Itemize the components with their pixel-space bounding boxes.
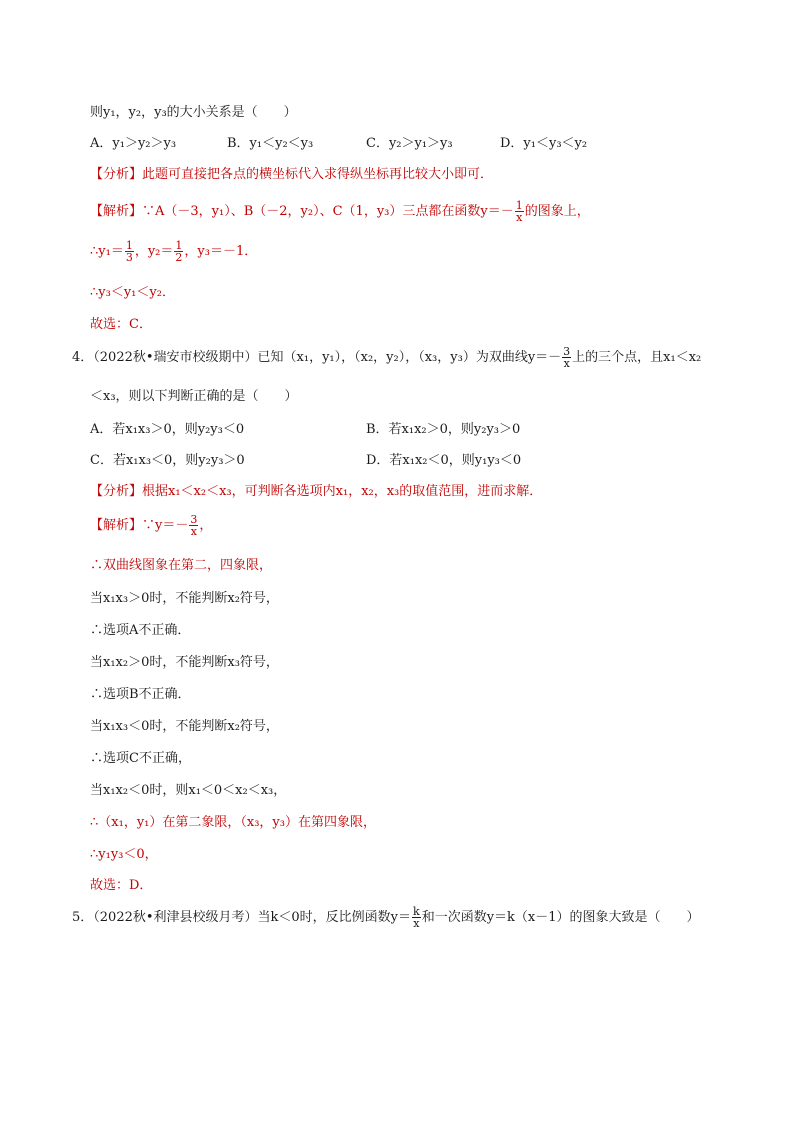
q4-option-a: A．若x₁x₃＞0，则y₂y₃＜0: [90, 422, 245, 437]
q3-analysis: [90, 166, 493, 184]
q4-stem-line1: [72, 346, 701, 370]
q3-option-b: B．y₁＜y₂＜y₃: [227, 136, 314, 151]
q3-intro: 则y₁，y₂，y₃的大小关系是（ ）: [90, 105, 297, 120]
q4-step-2: 当x₁x₃＞0时，不能判断x₂符号，: [90, 591, 279, 606]
q3-solution-line2: [90, 240, 257, 264]
q3-option-c: C．y₂＞y₁＞y₃: [366, 136, 453, 151]
q4-analysis: [90, 483, 542, 501]
q3-answer: 故选：C．: [90, 317, 152, 332]
analysis-text: 根据x₁＜x₂＜x₃，可判断各选项内x₁，x₂，x₃的取值范围，进而求解．: [142, 484, 543, 499]
q4-option-b: B．若x₁x₂＞0，则y₂y₃＞0: [366, 422, 521, 437]
fraction: $\frac{1}{3}$: [125, 239, 133, 264]
solution-tag: 【解析】: [90, 518, 143, 533]
q5-stem: [72, 906, 700, 930]
q4-step-3: ∴选项A不正确．: [90, 623, 191, 638]
text-a: ∴y₁＝: [90, 244, 124, 259]
q4-step-7: ∴选项C不正确，: [90, 751, 191, 766]
stem-text: 4．（2022秋•瑞安市校级期中）已知（x₁，y₁），（x₂，y₂），（x₃，y₃）为双曲线y＝－: [72, 350, 562, 365]
solution-text: ∵A（－3，y₁）、B（－2，y₂）、C（1，y₃）三点都在函数y＝－: [142, 204, 514, 219]
q3-solution-line1: [90, 200, 590, 224]
q4-step-6: 当x₁x₃＜0时，不能判断x₂符号，: [90, 719, 279, 734]
q4-option-d: D．若x₁x₂＜0，则y₁y₃＜0: [366, 453, 522, 468]
fraction: $\frac{3}{x}$: [190, 513, 198, 538]
analysis-text: 此题可直接把各点的横坐标代入求得纵坐标再比较大小即可．: [142, 167, 494, 182]
q3-solution-line3: ∴y₃＜y₁＜y₂．: [90, 285, 175, 300]
q4-answer: 故选：D．: [90, 878, 153, 893]
q4-step-5: ∴选项B不正确．: [90, 687, 191, 702]
q4-solution-line1: [90, 514, 212, 538]
q4-step-8: 当x₁x₂＜0时，则x₁＜0＜x₂＜x₃，: [90, 783, 287, 798]
fraction: $\frac{3}{x}$: [563, 345, 571, 370]
q4-option-c: C．若x₁x₃＜0，则y₂y₃＞0: [90, 453, 245, 468]
q4-step-1: ∴双曲线图象在第二，四象限，: [90, 558, 273, 573]
q3-option-a: A．y₁＞y₂＞y₃: [90, 136, 177, 151]
stem-text: 5．（2022秋•利津县校级月考）当k＜0时，反比例函数y＝: [72, 910, 412, 925]
fraction: $\frac{k}{x}$: [413, 905, 420, 930]
solution-text-end: ，: [199, 518, 213, 533]
q4-step-4: 当x₁x₂＞0时，不能判断x₃符号，: [90, 655, 279, 670]
analysis-tag: 【分析】: [90, 167, 143, 182]
q4-step-9: ∴（x₁，y₁）在第二象限，（x₃，y₃）在第四象限，: [90, 815, 376, 830]
text-c: ，y₃＝－1．: [184, 244, 258, 259]
text-b: ，y₂＝: [134, 244, 174, 259]
fraction: $\frac{1}{2}$: [175, 239, 183, 264]
solution-tag: 【解析】: [90, 204, 143, 219]
q4-stem-line2: ＜x₃，则以下判断正确的是（ ）: [90, 389, 298, 404]
stem-text-end: 上的三个点，且x₁＜x₂: [572, 350, 702, 365]
q3-option-d: D．y₁＜y₃＜y₂: [500, 136, 588, 151]
q4-step-10: ∴y₁y₃＜0，: [90, 847, 158, 862]
fraction: $\frac{1}{x}$: [515, 199, 523, 224]
solution-text-end: 的图象上，: [524, 204, 590, 219]
stem-text-end: 和一次函数y＝k（x－1）的图象大致是（ ）: [421, 910, 700, 925]
analysis-tag: 【分析】: [90, 484, 143, 499]
solution-text: ∵y＝－: [142, 518, 189, 533]
